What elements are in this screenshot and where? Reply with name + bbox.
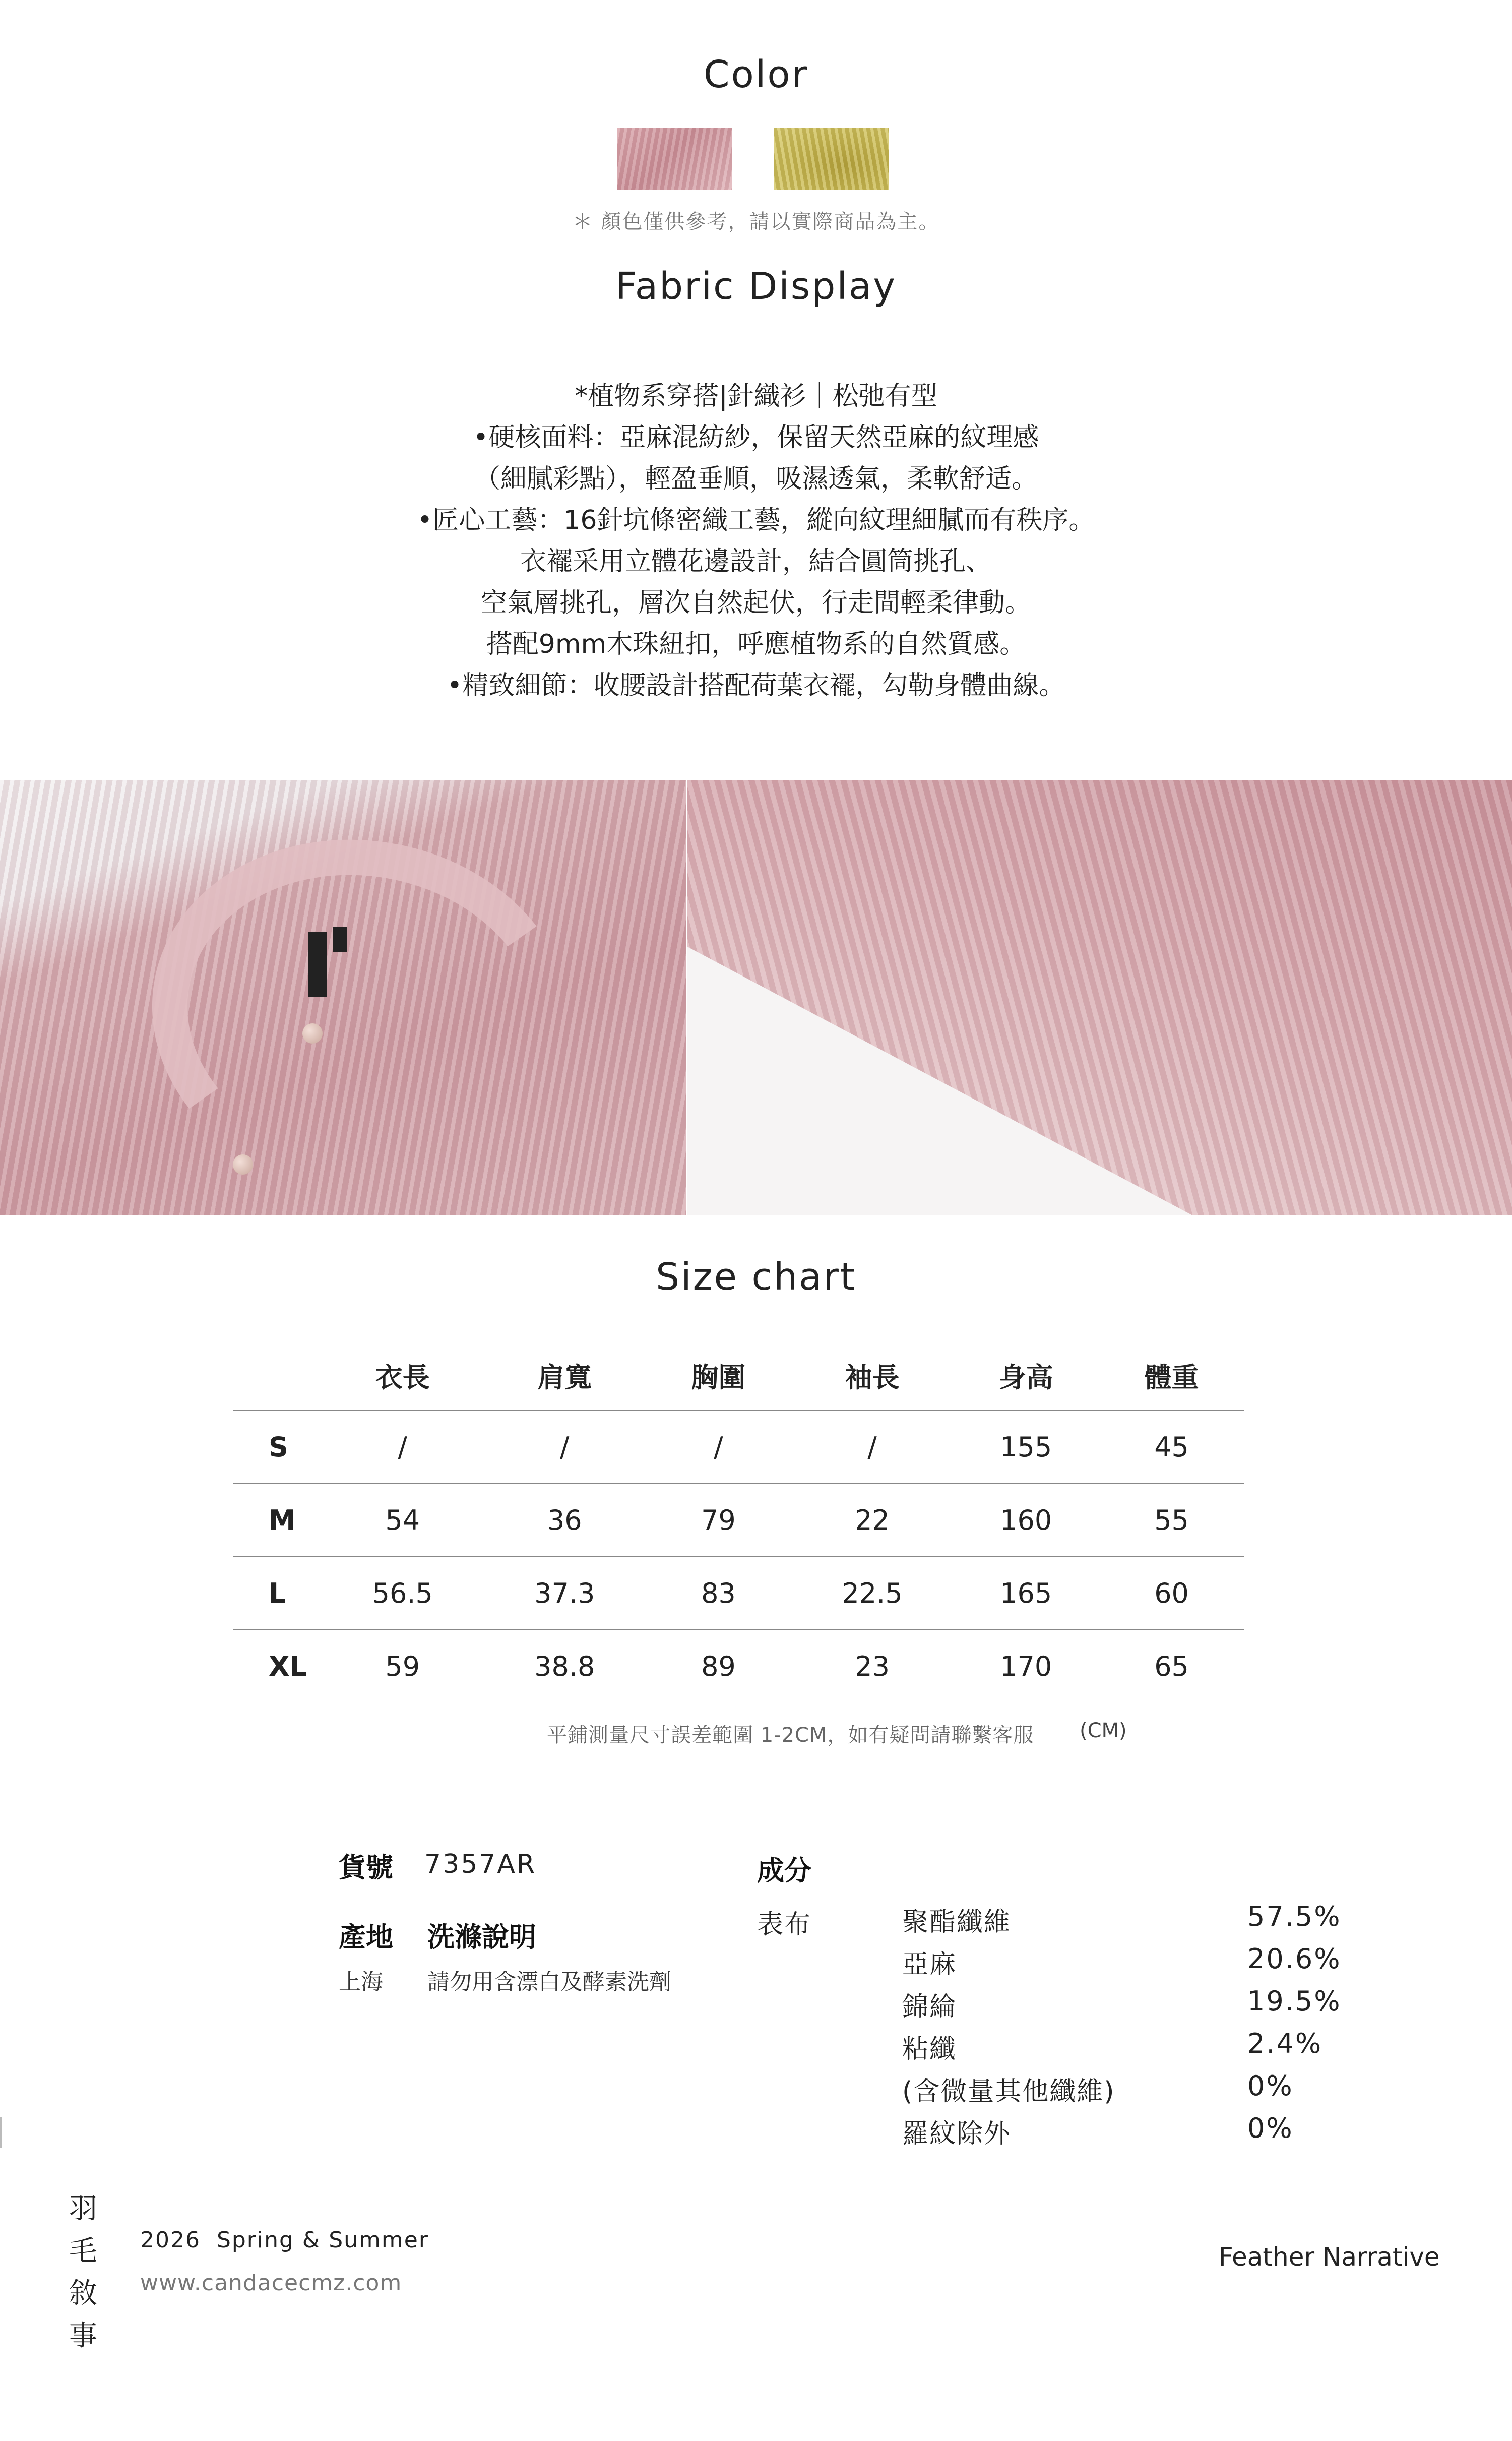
brand-vertical (66, 2188, 101, 2357)
table-cell: 37.3 (534, 1577, 595, 1609)
website-link[interactable]: www.candacecmz.com (140, 2270, 402, 2296)
pink-swatch[interactable] (617, 128, 732, 190)
size-label: S (269, 1431, 288, 1463)
description-line: •硬核面料：亞麻混紡紗，保留天然亞麻的紋理感 (473, 422, 1039, 453)
fabric-title: Fabric Display (615, 265, 897, 308)
wash-value: 請勿用含漂白及酵素洗劑 (427, 1969, 671, 1995)
size-label: XL (269, 1650, 307, 1682)
fiber-percent: 2.4% (1247, 2028, 1323, 2059)
brand-char: 敘 (69, 2277, 97, 2310)
fiber-percent: 20.6% (1247, 1943, 1342, 1975)
table-cell: / (398, 1431, 407, 1463)
size-unit: (CM) (1080, 1719, 1127, 1742)
season-text: 2026 Spring & Summer (140, 2227, 429, 2253)
table-cell: / (560, 1431, 570, 1463)
header-weight: 體重 (1144, 1361, 1199, 1393)
fiber-name: (含微量其他纖維) (902, 2077, 1115, 2107)
description-line: •精致細節：收腰設計搭配荷葉衣襬，勾勒身體曲線。 (447, 670, 1065, 701)
table-cell: 22.5 (842, 1577, 903, 1609)
table-cell: 55 (1154, 1504, 1189, 1536)
table-cell: 155 (1000, 1431, 1052, 1463)
fiber-name: 粘纖 (902, 2034, 957, 2064)
composition-row (902, 2070, 1406, 2112)
composition-row (902, 2028, 1406, 2070)
olive-swatch[interactable] (774, 128, 889, 190)
collar-shape (124, 807, 602, 1215)
header-length: 衣長 (375, 1361, 430, 1393)
table-cell: 83 (701, 1577, 736, 1609)
fabric-description (0, 376, 1512, 706)
fabric-label: 表布 (757, 1910, 812, 1940)
table-header-row (233, 1341, 1244, 1411)
fiber-percent: 19.5% (1247, 1985, 1342, 2017)
size-tag (333, 927, 347, 952)
description-line: （細膩彩點），輕盈垂順，吸濕透氣，柔軟舒适。 (474, 464, 1038, 494)
table-cell: / (714, 1431, 723, 1463)
table-cell: 160 (1000, 1504, 1052, 1536)
fiber-name: 羅紋除外 (902, 2119, 1012, 2149)
header-empty (233, 1341, 322, 1411)
header-shoulder: 肩寬 (537, 1361, 592, 1393)
table-cell: 54 (385, 1504, 420, 1536)
table-cell: 38.8 (534, 1650, 595, 1682)
description-line: 搭配9mm木珠紐扣，呼應植物系的自然質感。 (486, 629, 1026, 659)
fiber-percent: 0% (1247, 2070, 1294, 2102)
size-label: L (269, 1577, 286, 1609)
sku-value: 7357AR (424, 1849, 537, 1879)
size-chart-title: Size chart (656, 1255, 856, 1299)
description-line: *植物系穿搭|針織衫｜松弛有型 (575, 381, 937, 411)
composition-list (902, 1901, 1406, 2155)
button-bead (302, 1023, 323, 1044)
table-row (233, 1411, 1244, 1484)
size-note: 平鋪測量尺寸誤差範圍 1-2CM，如有疑問請聯繫客服 (547, 1724, 1034, 1747)
description-line: •匠心工藝：16針坑條密織工藝，縱向紋理細膩而有秩序。 (417, 505, 1095, 535)
table-cell: / (867, 1431, 877, 1463)
table-row (233, 1557, 1244, 1630)
table-cell: 56.5 (372, 1577, 433, 1609)
brand-char: 羽 (69, 2192, 97, 2225)
color-note: ＊ 顏色僅供參考，請以實際商品為主。 (572, 210, 940, 233)
fiber-name: 聚酯纖維 (902, 1907, 1012, 1937)
brand-char: 毛 (69, 2235, 97, 2268)
composition-row (902, 2112, 1406, 2155)
table-cell: 79 (701, 1504, 736, 1536)
color-title: Color (703, 53, 809, 96)
fiber-name: 亞麻 (902, 1949, 957, 1980)
size-table (233, 1341, 1244, 1702)
origin-value: 上海 (339, 1969, 383, 1995)
brand-tag (308, 932, 327, 997)
header-height: 身高 (998, 1361, 1053, 1393)
table-row (233, 1630, 1244, 1702)
fiber-percent: 57.5% (1247, 1901, 1342, 1932)
fiber-percent: 0% (1247, 2112, 1294, 2144)
sku-label: 貨號 (339, 1852, 393, 1883)
composition-label: 成分 (757, 1855, 811, 1886)
brand-name-en: Feather Narrative (1219, 2242, 1440, 2272)
product-photo-hem (687, 780, 1512, 1215)
table-cell: 60 (1154, 1577, 1189, 1609)
table-cell: 45 (1154, 1431, 1189, 1463)
photo-background (687, 947, 1242, 1215)
composition-row (902, 1985, 1406, 2028)
table-cell: 170 (1000, 1650, 1052, 1682)
table-row (233, 1484, 1244, 1557)
table-cell: 165 (1000, 1577, 1052, 1609)
size-label: M (269, 1504, 296, 1536)
table-cell: 59 (385, 1650, 420, 1682)
composition-row (902, 1901, 1406, 1943)
button-bead (233, 1154, 253, 1175)
table-cell: 23 (855, 1650, 890, 1682)
table-cell: 22 (855, 1504, 890, 1536)
product-photo-collar (0, 780, 686, 1215)
description-line: 衣襬采用立體花邊設計，結合圓筒挑孔、 (520, 546, 992, 577)
table-cell: 89 (701, 1650, 736, 1682)
brand-char: 事 (69, 2320, 97, 2352)
table-cell: 65 (1154, 1650, 1189, 1682)
header-sleeve: 袖長 (845, 1361, 900, 1393)
header-chest: 胸圍 (691, 1361, 746, 1393)
wash-label: 洗滌說明 (427, 1921, 536, 1953)
fiber-name: 錦綸 (902, 1992, 957, 2022)
table-cell: 36 (547, 1504, 582, 1536)
edge-divider (0, 2117, 2, 2148)
description-line: 空氣層挑孔，層次自然起伏，行走間輕柔律動。 (480, 588, 1031, 618)
composition-row (902, 1943, 1406, 1985)
origin-label: 產地 (339, 1921, 393, 1953)
